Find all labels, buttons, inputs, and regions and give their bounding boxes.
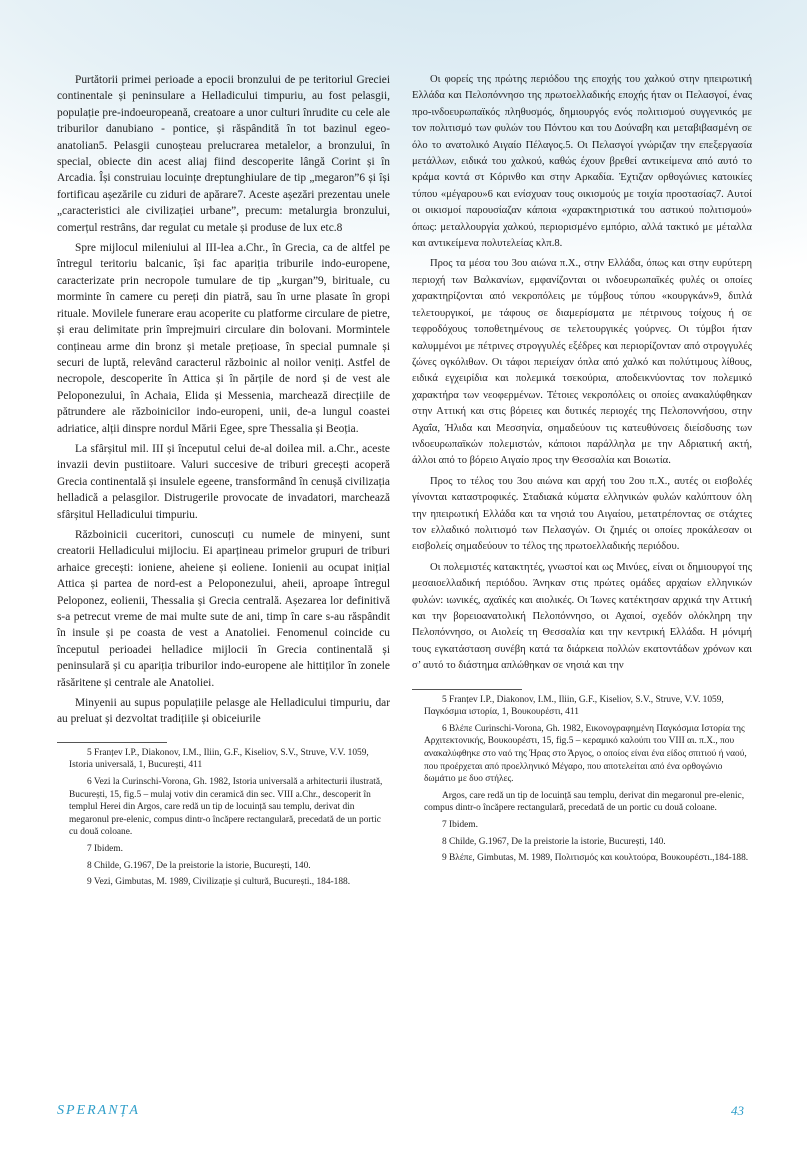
right-paragraph-3: Προς το τέλος του 3ου αιώνα και αρχή του 2ου π.Χ., αυτές οι εισβολές γίνονται καταστροφικές. Σταδιακά κύματα ελληνικών φυλών καλύπτουν όλη την ηπειρωτική Ελλάδα και τα νησιά του Αιγαίου, μετατρέποντας σε στάχτες τον ελλαδικό πολιτισμό των Πελασγών. Οι ζημιές οι οποίες προκάλεσαν οι εισβολείς σημαδεύουν το τέλος της πρωτοελλαδικής περιόδου. <box>412 475 752 553</box>
footnote-divider <box>412 689 522 690</box>
right-column-greek <box>412 72 752 869</box>
right-footnote-6: 6 Βλέπε Curinschi-Vorona, Gh. 1982, Εικονογραφημένη Παγκόσμια Ιστορία της Αρχιτεκτονικής, Βουκουρέστι, 15, fig.5 – κεραμικό καλούπι του VIII αι. π.Χ., που ανακαλύφθηκε στο ναό της Ήρας στο Άργος, ο οποίος είναι ένα είδος σπιτιού ή ναού, που προέρχεται από προελληνικό Μέγαρο, που αποτελείται από ένα ορθογώνιο δωμάτιο με δυο στήλες. <box>424 723 747 785</box>
right-footnote-7: 7 Ibidem. <box>442 819 478 830</box>
left-footnote-8: 8 Childe, G.1967, De la preistorie la istorie, București, 140. <box>87 860 311 871</box>
page-number: 43 <box>731 1103 744 1118</box>
left-paragraph-3: La sfârșitul mil. III și începutul celui de-al doilea mil. a.Chr., aceste invazii devin pustiitoare. Valuri succesive de triburi grecești acoperă Grecia continentală și insulele egeene, transformând în cenușă civilizația helladică a pelasgilor. Distrugerile provocate de invadatori, marchează sfârșitul Helladicului timpuriu. <box>57 442 390 521</box>
right-paragraph-2: Προς τα μέσα του 3ου αιώνα π.Χ., στην Ελλάδα, όπως και στην ευρύτερη περιοχή των Βαλκανίων, εμφανίζονται οι ινδοευρωπαϊκές φυλές οι οποίες χαρακτηρίζονται από νεκροπόλεις με τύμβους τύπου «κουργκάν»9, διπλά τελετουργικοί, με τάφους σε διαμερίσματα με πέτρινους τοίχους ή σε τεφροδόχους τοποθετημένους σε τελετουργικές γούρνες. Οι τύμβοι ήταν καλυμμένοι με πέτρινες στρογγυλές εξέδρες και περιορίζονταν από στρογγυλές ζώνες ογκόλιθων. Οι τάφοι περιείχαν όπλα από χαλκό και πολύτιμους λίθους, ειδικά εγχειρίδια και πολεμικά τσεκούρια, αποδεικνύοντας τον πολεμικό χαρακτήρα των νεοφερμένων. Τέτοιες νεκροπόλεις οι οποίες ανακαλύφθηκαν στην Αττική και στις βόρειες και δυτικές περιοχές της Πελοποννήσου, στην Αχαΐα, Ήλιδα και Μεσσηνία, σημαδεύουν τις κατευθύνσεις διείσδυσης των ινδοευρωπαϊκών πολεμιστών, κάποιοι παράλληλα με την Αδριατική ακτή, άλλοι από το βόρειο Αιγαίο προς την Θεσσαλία και Βοιωτία. <box>412 258 752 467</box>
left-paragraph-5: Minyenii au supus populațiile pelasge ale Helladicului timpuriu, dar au preluat și dezvoltat tradițiile și obiceiurile <box>57 697 390 726</box>
left-paragraph-1: Purtătorii primei perioade a epocii bronzului de pe teritoriul Greciei continentale și peninsulare a Helladicului timpuriu, au fost pelasgii, populație pre-indoeuropeană, creatoare a unor culturi înrudite cu cele ale triburilor danubiano - pontice, și răspândită în tot bazinul egeo-anatolian5. Pelasgii cunoșteau prelucrarea metalelor, a bronzului, în special, obiecte din acest aliaj fiind descoperite lângă Corint și în Arcadia. Își construiau locuințe dreptunghiulare de tip „megaron”6 și își fortificau așezările cu ziduri de apărare7. Aceste așezări prezentau unele „caracteristici ale civilizației urbane”, precum: metalurgia bronzului, comerțul restrâns, dar regulat cu metale și produse de lux etc.8 <box>57 74 390 234</box>
left-paragraph-2: Spre mijlocul mileniului al III-lea a.Chr., în Grecia, ca de altfel pe întregul teritoriu balcanic, își fac apariția triburile indo-europene, caracterizate prin necropole tumulare de tip „kurgan”9, birituale, cu morminte în camere cu pereți din piatră, sau în urne plasate în gropi rituale. Movilele funerare erau acoperite cu platforme circulare de pietre, și erau delimitate prin împrejmuiri circulare din bolovani. Mormintele conțineau arme din bronz și metale prețioase, în special pumnale și securi de luptă, relevând caracterul războinic al noilor veniți. Astfel de necropole, descoperite în Attica și în părțile de nord și de vest ale Peloponezului, în Achaia, Elida și Messenia, marchează direcțiile de pătrundere ale războinicilor indo-europeni, unii, de-a lungul coastei adriatice, alții dinspre nordul Mării Egee, spre Thessalia și Beoția. <box>57 242 390 435</box>
left-footnote-9: 9 Vezi, Gimbutas, M. 1989, Civilizație și cultură, București., 184-188. <box>87 877 351 888</box>
left-column-romanian <box>57 72 390 893</box>
footnote-divider <box>57 742 167 743</box>
right-paragraph-1: Οι φορείς της πρώτης περιόδου της εποχής του χαλκού στην ηπειρωτική Ελλάδα και Πελοπόννησο της πρωτοελλαδικής εποχής ήταν οι Πελασγοί, ένας προ-ινδοευρωπαϊκός πληθυσμός, δημιουργός ενός πολιτισμού συγγενικός με τον πολιτισμό των φυλών του Πόντου και του Δούναβη και μεταβιβασμένη σε όλο το ανατολικό Αιγαίο Πέλαγος.5. Οι Πελασγοί γνώριζαν την επεξεργασία μετάλλων, ειδικά του χαλκού, καθώς έχουν βρεθεί αντικείμενα από αυτό το κράμα κοντά στ Κόρινθο και στην Αρκαδία. Έχτιζαν ορθογώνιες κατοικίες τύπου «μέγαρου»6 και ενίσχυαν τους οικισμούς με τοιχία προστασίας7. Αυτοί οι οικισμοί παρουσίαζαν κάποια «χαρακτηριστικά του αστικού πολιτισμού» όπως: μεταλλουργία χαλκού, περιορισμένο εμπόριο, αλλά τακτικό με μέταλλα και αντικείμενα πολυτελείας κλπ.8. <box>412 74 752 250</box>
right-footnote-5: 5 Franțev I.P., Diakonov, I.M., Iliin, G.F., Kiselіov, S.V., Struve, V.V. 1059, Παγκόσμια ιστορία, 1, Βουκουρέστι, 411 <box>424 694 724 718</box>
right-footnote-9: 9 Βλέπε, Gimbutas, M. 1989, Πολιτισμός και κουλτούρα, Βουκουρέστι.,184-188. <box>442 853 749 864</box>
right-paragraph-4: Οι πολεμιστές κατακτητές, γνωστοί και ως Μινύες, είναι οι δημιουργοί της μεσαιοελλαδική περιόδου. Άνηκαν στις πρώτες ομάδες αρχαίων ελληνικών φυλών: ιωνικές, αχαϊκές και αιολικές. Οι Ίωνες κατέκτησαν αρχικά την Αττική και την βορειοανατολική Πελοπόννησο, οι Αχαιοί, σχεδόν ολόκληρη την Πελοπόννησο, οι Αιολείς τη Θεσσαλία και την κεντρική Ελλάδα. Η μόνιμή τους εγκατάσταση συνέβη κατά τα διάρκεια πολλών εκατοντάδων χρόνων και σ’ αυτό το διάστημα απλώθηκαν σε νησιά και την <box>412 561 752 672</box>
left-footnote-6: 6 Vezi la Curinschi-Vorona, Gh. 1982, Istoria universală a arhitecturii ilustrată, București, 15, fig.5 – mulaj votiv din ceramică din sec. VIII a.Chr., descoperit în templul Herei din Argos, care redă un tip de locuință sau templu, derivat din megaronul pre-elenic, compus dintr-o încăpere rectangulară, precedată de un portic cu două coloane. <box>69 777 383 838</box>
magazine-title: SPERANȚA <box>57 1103 140 1118</box>
left-footnote-7: 7 Ibidem. <box>87 844 123 854</box>
left-footnote-5: 5 Franțev I.P., Diakonov, I.M., Iliin, G.F., Kiselіov, S.V., Struve, V.V. 1059, Istoria universală, 1, București, 411 <box>69 747 369 771</box>
right-footnote-6-continued: Argos, care redă un tip de locuință sau templu, derivat din megaronul pre-elenic, compus dintr-o încăpere rectangulară, precedată de un portic cu două coloane. <box>424 790 745 814</box>
left-paragraph-4: Războinicii cuceritori, cunoscuți cu numele de minyeni, sunt creatorii Helladicului mijlociu. Ei aparțineau primelor grupuri de triburi arhaice grecești: ioniene, aheiene și eoliene. Ionienii au ocupat inițial Attica și partea de nord-est a Peloponezului, aheii, aproape întregul Peloponez, eolienii, Thessalia și Grecia centrală. Așezarea lor definitivă s-a petrecut vreme de mai multe sute de ani, timp în care s-au răspândit în insule și pe coasta de vest a Anatoliei. Fenomenul coincide cu începutul perioadei helladice mijlocii în Grecia continentală și peninsulară și cu apariția triburilor indo-europene ale hittiților în zonele răsăritene și centrale ale Anatoliei. <box>57 528 390 689</box>
right-footnote-8: 8 Childe, G.1967, De la preistorie la istorie, București, 140. <box>442 836 666 847</box>
